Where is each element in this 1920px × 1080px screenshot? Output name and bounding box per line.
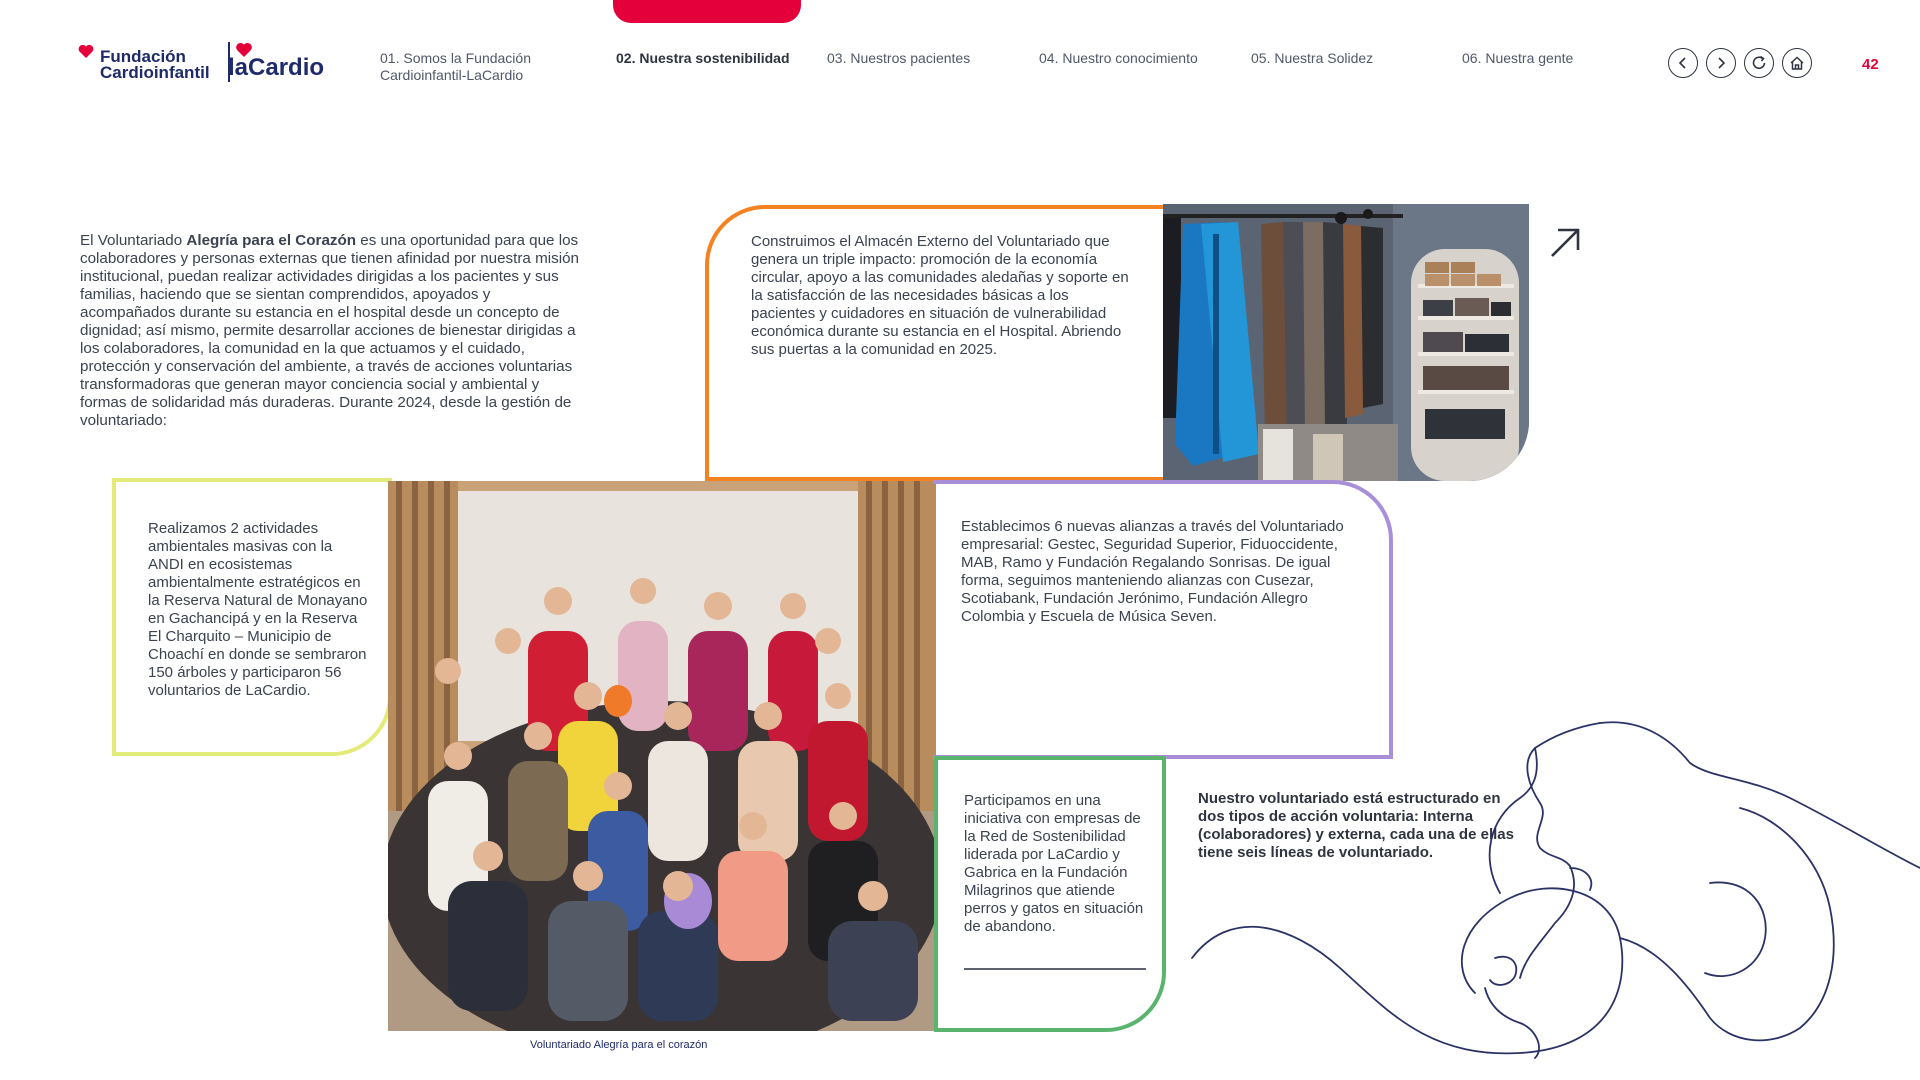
nav-item-pacientes[interactable]: 03. Nuestros pacientes: [827, 50, 971, 66]
photo-caption: Voluntariado Alegría para el corazón: [530, 1039, 708, 1051]
mother-child-line-art: [1190, 718, 1920, 1063]
active-section-marker: [613, 0, 801, 23]
next-page-button[interactable]: [1706, 48, 1736, 78]
arrow-up-right-icon[interactable]: [1548, 226, 1582, 260]
chevron-left-icon: [1676, 56, 1690, 70]
home-icon: [1788, 54, 1806, 72]
store-photo: [1163, 204, 1529, 481]
refresh-icon: [1750, 54, 1768, 72]
card-ambientales-text: Realizamos 2 actividades ambientales masivas con la ANDI en ecosistemas ambientalmente estratégicos en la Reserva Natural de Monayano en Gachancipá y en la Reserva El Charquito – Municipio de Choachí en donde se sembraron 150 árboles y participaron 56 voluntarios de LaCardio.: [148, 520, 368, 699]
logo-brand: laCardio: [228, 54, 325, 81]
intro-rest: es una oportunidad para que los colaboradores y personas externas que tienen afinidad por nuestra misión institucional, puedan realizar actividades dirigidas a los pacientes y sus familias, haciendo que se sientan comprendidos, apoyados y acompañados durante su estancia en el hospital desde un concepto de dignidad; así mismo, permite desarrollar acciones de bienestar dirigidas a los colaboradores, la comunidad en la que actuamos y el cuidado, protección y conservación del ambiente, a través de acciones voluntarias transformadoras que generan mayor conciencia social y ambiental y formas de solidaridad más duraderas. Durante 2024, desde la gestión de voluntariado:: [80, 232, 579, 429]
intro-program-name: Alegría para el Corazón: [186, 232, 357, 249]
clothing-store-image: [1163, 204, 1529, 481]
card-almacen-text: Construimos el Almacén Externo del Voluntariado que genera un triple impacto: promoción de la economía circular, apoyo a las comunidades aledañas y soporte en la satisfacción de las necesidades básicas a los pacientes y cuidadores en situación de vulnerabilidad económica durante su estancia en el Hospital. Abriendo sus puertas a la comunidad en 2025.: [751, 233, 1129, 358]
volunteers-group-image: [388, 481, 936, 1031]
group-photo: [388, 481, 936, 1031]
card-alianzas-text: Establecimos 6 nuevas alianzas a través del Voluntariado empresarial: Gestec, Seguridad Superior, Fiduoccidente, MAB, Ramo y Fundación Regalando Sonrisas. De igual forma, seguimos manteniendo alianzas con Cusezar, Scotiabank, Fundación Jerónimo, Fundación Allegro Colombia y Escuela de Música Seven.: [961, 518, 1344, 625]
nav-item-conocimiento[interactable]: 04. Nuestro conocimiento: [1039, 50, 1198, 66]
page-number: 42: [1862, 56, 1879, 73]
nav-item-somos[interactable]: 01. Somos la Fundación Cardioinfantil-LaCardio: [380, 50, 531, 83]
logo-line1: Fundación: [100, 47, 186, 66]
refresh-button[interactable]: [1744, 48, 1774, 78]
card-red-text: Participamos en una iniciativa con empresas de la Red de Sostenibilidad liderada por LaCardio y Gabrica en la Fundación Milagrinos que atiende perros y gatos en situación de abandono.: [964, 792, 1144, 935]
chevron-right-icon: [1714, 56, 1728, 70]
intro-paragraph: [80, 232, 580, 430]
nav-item-sostenibilidad[interactable]: 02. Nuestra sostenibilidad: [616, 50, 790, 66]
logo[interactable]: [78, 42, 328, 82]
card-red-sostenibilidad: [934, 756, 1166, 1032]
home-button[interactable]: [1782, 48, 1812, 78]
heart-icon: [78, 44, 94, 58]
logo-line2: Cardioinfantil: [100, 63, 210, 82]
card-actividades-ambientales: [112, 478, 392, 756]
prev-page-button[interactable]: [1668, 48, 1698, 78]
nav-item-solidez[interactable]: 05. Nuestra Solidez: [1251, 50, 1374, 66]
nav-item-gente[interactable]: 06. Nuestra gente: [1462, 50, 1574, 66]
closing-statement: Nuestro voluntariado está estructurado en dos tipos de acción voluntaria: Interna (colaboradores) y externa, cada una de ellas tiene seis líneas de voluntariado.: [1198, 790, 1514, 861]
card-divider: [964, 968, 1146, 970]
card-almacen-externo: [705, 205, 1163, 481]
intro-lead: El Voluntariado: [80, 232, 187, 249]
